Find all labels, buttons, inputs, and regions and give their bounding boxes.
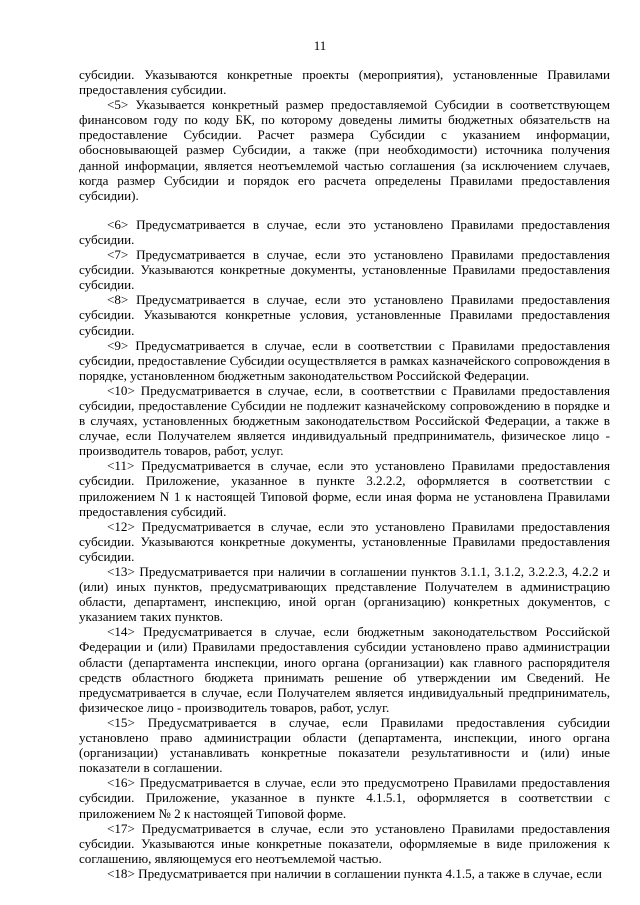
footnote-17: <17> Предусматривается в случае, если это установлено Правилами предоставления субсидии. Указываются иные конкретные показатели, оформляемые в виде приложения к соглашению, являющемуся его неотъемлемой частью. — [79, 820, 610, 866]
footnote-9: <9> Предусматривается в случае, если в соответствии с Правилами предоставления субсидии, предоставление Субсидии осуществляется в рамках казначейского сопровождения в порядке, установленном бюджетным законодательством Российской Федерации. — [79, 337, 610, 383]
document-body — [79, 67, 610, 881]
footnote-8: <8> Предусматривается в случае, если это установлено Правилами предоставления субсидии. Указываются конкретные условия, установленные Правилами предоставления субсидии. — [79, 292, 610, 338]
footnote-12: <12> Предусматривается в случае, если это установлено Правилами предоставления субсидии. Указываются конкретные документы, установленные Правилами предоставления субсидии. — [79, 518, 610, 564]
page-number: 11 — [313, 38, 327, 53]
footnote-7: <7> Предусматривается в случае, если это установлено Правилами предоставления субсидии. Указываются конкретные документы, установленные Правилами предоставления субсидии. — [79, 247, 610, 293]
footnote-11: <11> Предусматривается в случае, если это установлено Правилами предоставления субсидии. Приложение, указанное в пункте 3.2.2.2, оформляется в соответствии с приложением N 1 к настоящей Типовой форме, если иная форма не установлена Правилами предоставления субсидий. — [79, 458, 610, 519]
footnote-10: <10> Предусматривается в случае, если, в соответствии с Правилами предоставления субсидии, предоставление Субсидии не подлежит казначейскому сопровождению в порядке и в случаях, установленных бюджетным законодательством Российской Федерации, а также в случае, если Получателем является индивидуальный предприниматель, физическое лицо - производитель товаров, работ, услуг. — [79, 382, 610, 459]
footnote-5: <5> Указывается конкретный размер предоставляемой Субсидии в соответствующем финансовом году по коду БК, по которому доведены лимиты бюджетных обязательств на предоставление Субсидии. Расчет размера Субсидии с указанием информации, обосновывающей размер Субсидии, а также (при необходимости) источника получения данной информации, является неотъемлемой частью соглашения (за исключением случаев, когда размер Субсидии и порядок его расчета определены Правилами предоставления субсидии). — [79, 97, 610, 203]
footnote-13: <13> Предусматривается при наличии в соглашении пунктов 3.1.1, 3.1.2, 3.2.2.3, 4.2.2 и (или) иных пунктов, предусматривающих представление Получателем в администрацию области, департамент, инспекцию, иной орган (организацию) конкретных документов, с указанием таких пунктов. — [79, 564, 610, 625]
footnote-15: <15> Предусматривается в случае, если Правилами предоставления субсидии установлено право администрации области (департамента, инспекции, иного органа (организации) устанавливать конкретные показатели результативности и (или) иные показатели в соглашении. — [79, 714, 610, 776]
footnote-18: <18> Предусматривается при наличии в соглашении пункта 4.1.5, а также в случае, если — [107, 865, 602, 881]
footnote-14: <14> Предусматривается в случае, если бюджетным законодательством Российской Федерации и (или) Правилами предоставления субсидии установлено право администрации области (департамента инспекции, иного органа (организации) как главного распорядителя средств областного бюджета принимать решение об утверждении им Сведений. Не предусматривается в случае, если Получателем является индивидуальный предприниматель, физическое лицо - производитель товаров, работ, услуг. — [79, 624, 610, 715]
footnote-6: <6> Предусматривается в случае, если это установлено Правилами предоставления субсидии. — [79, 216, 610, 247]
footnote-16: <16> Предусматривается в случае, если это предусмотрено Правилами предоставления субсидии. Приложение, указанное в пункте 4.1.5.1, оформляется в соответствии с приложением № 2 к настоящей Типовой форме. — [79, 775, 610, 821]
paragraph-continuation: субсидии. Указываются конкретные проекты (мероприятия), установленные Правилами предоставления субсидии. — [79, 67, 610, 98]
